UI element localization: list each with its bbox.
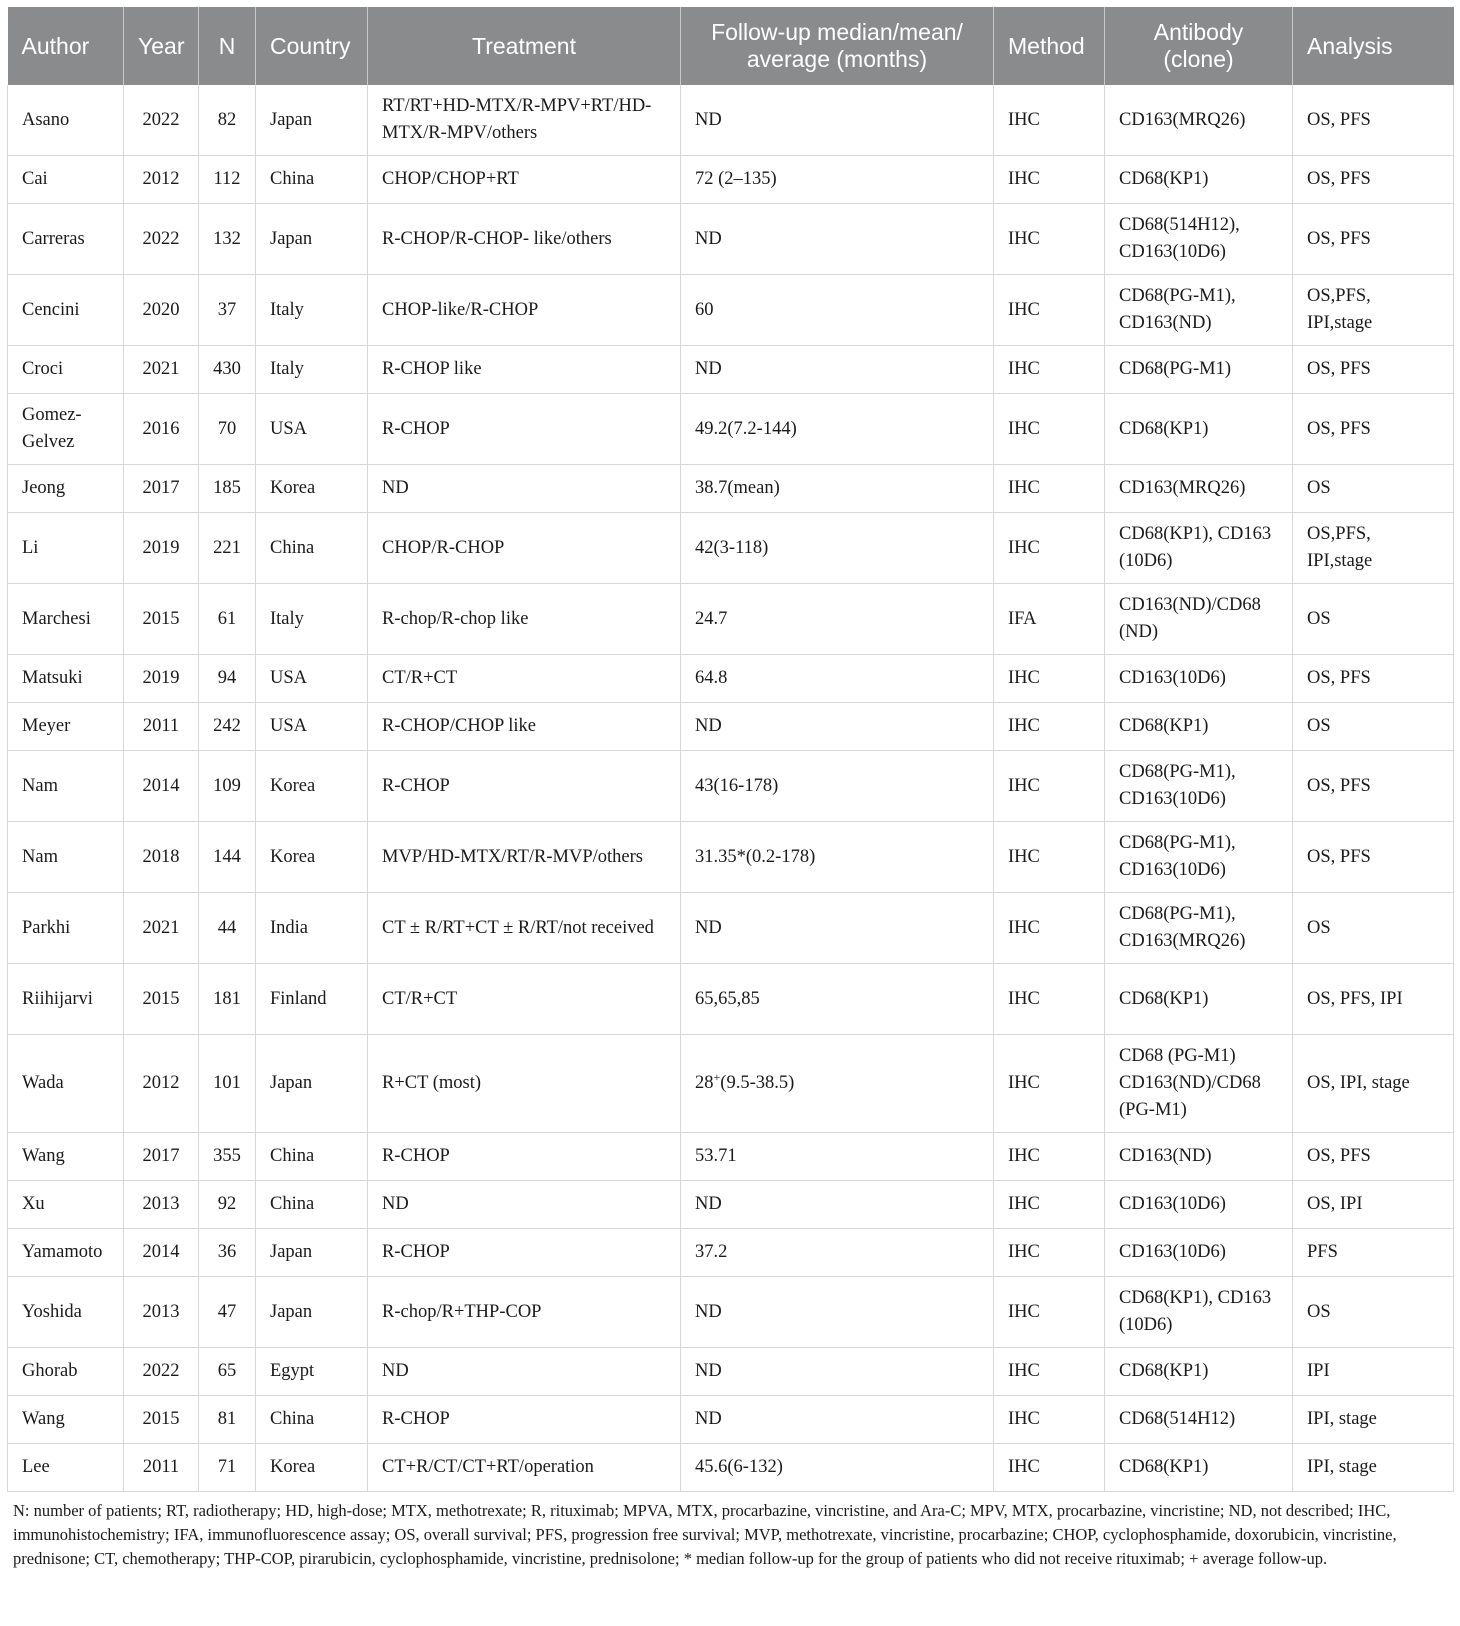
table-row [8, 1277, 1454, 1348]
cell-n: 37 [199, 275, 256, 346]
table-row [8, 204, 1454, 275]
cell-treatment: R-CHOP [368, 394, 681, 465]
cell-antibody: CD68(PG-M1), CD163(ND) [1105, 275, 1293, 346]
cell-analysis: OS, PFS [1293, 655, 1454, 703]
header-country: Country [256, 7, 368, 85]
cell-n: 181 [199, 964, 256, 1035]
cell-country: Korea [256, 751, 368, 822]
cell-author: Lee [8, 1444, 124, 1492]
cell-antibody: CD68(514H12), CD163(10D6) [1105, 204, 1293, 275]
table-row [8, 1181, 1454, 1229]
cell-analysis: OS, PFS, IPI [1293, 964, 1454, 1035]
cell-treatment: R-chop/R-chop like [368, 584, 681, 655]
cell-analysis: OS, PFS [1293, 1133, 1454, 1181]
cell-method: IHC [994, 1277, 1105, 1348]
cell-followup: 64.8 [681, 655, 994, 703]
cell-n: 47 [199, 1277, 256, 1348]
table-row [8, 822, 1454, 893]
cell-followup: 37.2 [681, 1229, 994, 1277]
cell-treatment: R-CHOP [368, 1229, 681, 1277]
cell-n: 65 [199, 1348, 256, 1396]
cell-analysis: OS [1293, 893, 1454, 964]
table-row [8, 1396, 1454, 1444]
cell-analysis: OS,PFS, IPI,stage [1293, 275, 1454, 346]
cell-n: 82 [199, 85, 256, 156]
cell-method: IHC [994, 1181, 1105, 1229]
cell-year: 2014 [124, 1229, 199, 1277]
cell-author: Asano [8, 85, 124, 156]
cell-country: Finland [256, 964, 368, 1035]
cell-author: Wang [8, 1396, 124, 1444]
cell-author: Croci [8, 346, 124, 394]
cell-treatment: ND [368, 465, 681, 513]
cell-method: IHC [994, 1229, 1105, 1277]
header-treatment: Treatment [368, 7, 681, 85]
cell-year: 2015 [124, 964, 199, 1035]
cell-country: China [256, 1181, 368, 1229]
cell-year: 2018 [124, 822, 199, 893]
cell-analysis: OS [1293, 465, 1454, 513]
cell-author: Nam [8, 822, 124, 893]
cell-treatment: CHOP/CHOP+RT [368, 156, 681, 204]
cell-country: USA [256, 655, 368, 703]
table-row [8, 1229, 1454, 1277]
cell-method: IHC [994, 964, 1105, 1035]
cell-antibody: CD163(ND)/CD68 (ND) [1105, 584, 1293, 655]
cell-antibody: CD163(MRQ26) [1105, 465, 1293, 513]
cell-author: Ghorab [8, 1348, 124, 1396]
cell-author: Yamamoto [8, 1229, 124, 1277]
cell-n: 144 [199, 822, 256, 893]
cell-country: USA [256, 703, 368, 751]
cell-author: Xu [8, 1181, 124, 1229]
cell-year: 2022 [124, 204, 199, 275]
header-author: Author [8, 7, 124, 85]
cell-treatment: CT ± R/RT+CT ± R/RT/not received [368, 893, 681, 964]
cell-country: Egypt [256, 1348, 368, 1396]
cell-country: Japan [256, 85, 368, 156]
cell-author: Nam [8, 751, 124, 822]
cell-method: IHC [994, 394, 1105, 465]
cell-author: Cai [8, 156, 124, 204]
cell-year: 2013 [124, 1181, 199, 1229]
cell-analysis: IPI [1293, 1348, 1454, 1396]
cell-antibody: CD163(10D6) [1105, 1229, 1293, 1277]
table-row [8, 85, 1454, 156]
cell-n: 355 [199, 1133, 256, 1181]
cell-method: IHC [994, 513, 1105, 584]
cell-year: 2014 [124, 751, 199, 822]
cell-treatment: R-CHOP [368, 751, 681, 822]
cell-antibody: CD68(KP1) [1105, 1444, 1293, 1492]
cell-followup: ND [681, 204, 994, 275]
cell-antibody: CD68(PG-M1) [1105, 346, 1293, 394]
table-footnote: N: number of patients; RT, radiotherapy; HD, high-dose; MTX, methotrexate; R, rituximab; MPVA, MTX, procarbazine, vincristine, and Ara-C; MPV, MTX, procarbazine, vincristine; ND, not described; IHC, immunohistochemistry; IFA, immunofluorescence assay; OS, overall survival; PFS, progression free survival; MVP, methotrexate, vincristine, procarbazine; CHOP, cyclophosphamide, doxorubicin, vincristine, prednisone; CT, chemotherapy; THP-COP, pirarubicin, cyclophosphamide, vincristine, prednisolone; * median follow-up for the group of patients who did not receive rituximab; + average follow-up. [13, 1501, 1397, 1568]
header-analysis: Analysis [1293, 7, 1454, 85]
cell-method: IHC [994, 346, 1105, 394]
table-row [8, 893, 1454, 964]
cell-method: IHC [994, 275, 1105, 346]
cell-n: 430 [199, 346, 256, 394]
table-row [8, 275, 1454, 346]
cell-n: 109 [199, 751, 256, 822]
cell-analysis: OS, PFS [1293, 394, 1454, 465]
cell-method: IHC [994, 156, 1105, 204]
cell-year: 2020 [124, 275, 199, 346]
cell-method: IHC [994, 1133, 1105, 1181]
header-followup: Follow-up median/mean/ average (months) [681, 7, 994, 85]
cell-method: IHC [994, 655, 1105, 703]
cell-treatment: CHOP/R-CHOP [368, 513, 681, 584]
cell-n: 242 [199, 703, 256, 751]
cell-country: China [256, 156, 368, 204]
cell-antibody: CD68(514H12) [1105, 1396, 1293, 1444]
table-row [8, 346, 1454, 394]
cell-n: 61 [199, 584, 256, 655]
cell-author: Jeong [8, 465, 124, 513]
cell-followup: 49.2(7.2-144) [681, 394, 994, 465]
cell-country: Korea [256, 822, 368, 893]
table-row [8, 1035, 1454, 1133]
cell-method: IHC [994, 751, 1105, 822]
table-row [8, 394, 1454, 465]
cell-country: USA [256, 394, 368, 465]
cell-analysis: IPI, stage [1293, 1396, 1454, 1444]
cell-analysis: OS, IPI, stage [1293, 1035, 1454, 1133]
cell-analysis: OS, PFS [1293, 85, 1454, 156]
cell-treatment: R+CT (most) [368, 1035, 681, 1133]
cell-author: Carreras [8, 204, 124, 275]
cell-followup [681, 1035, 994, 1133]
cell-analysis: OS [1293, 1277, 1454, 1348]
cell-year: 2015 [124, 1396, 199, 1444]
table-body [8, 85, 1454, 1492]
cell-followup: ND [681, 1396, 994, 1444]
cell-year: 2021 [124, 893, 199, 964]
table-row [8, 1133, 1454, 1181]
cell-country: China [256, 1133, 368, 1181]
cell-method: IHC [994, 893, 1105, 964]
cell-followup: 31.35*(0.2-178) [681, 822, 994, 893]
cell-antibody: CD163(MRQ26) [1105, 85, 1293, 156]
cell-method: IHC [994, 1035, 1105, 1133]
cell-n: 44 [199, 893, 256, 964]
cell-followup: 38.7(mean) [681, 465, 994, 513]
cell-treatment: ND [368, 1348, 681, 1396]
cell-n: 112 [199, 156, 256, 204]
cell-followup: ND [681, 893, 994, 964]
cell-author: Gomez-Gelvez [8, 394, 124, 465]
cell-followup: 45.6(6-132) [681, 1444, 994, 1492]
table-row [8, 751, 1454, 822]
cell-country: Japan [256, 1277, 368, 1348]
cell-analysis: OS, PFS [1293, 751, 1454, 822]
cell-analysis: OS [1293, 584, 1454, 655]
cell-treatment: R-CHOP [368, 1396, 681, 1444]
cell-antibody: CD68(PG-M1), CD163(10D6) [1105, 822, 1293, 893]
cell-year: 2019 [124, 513, 199, 584]
cell-country: India [256, 893, 368, 964]
document [7, 7, 1453, 1571]
cell-author: Wada [8, 1035, 124, 1133]
cell-followup: 72 (2–135) [681, 156, 994, 204]
table-row [8, 584, 1454, 655]
cell-country: Japan [256, 204, 368, 275]
cell-author: Matsuki [8, 655, 124, 703]
cell-treatment: R-CHOP like [368, 346, 681, 394]
cell-country: Italy [256, 346, 368, 394]
cell-n: 132 [199, 204, 256, 275]
cell-analysis: OS, PFS [1293, 822, 1454, 893]
cell-year: 2012 [124, 156, 199, 204]
cell-treatment: RT/RT+HD-MTX/R-MPV+RT/HD-MTX/R-MPV/others [368, 85, 681, 156]
cell-n: 185 [199, 465, 256, 513]
cell-author: Marchesi [8, 584, 124, 655]
followup-value: 28 [695, 1073, 714, 1093]
cell-antibody: CD68(KP1) [1105, 1348, 1293, 1396]
cell-country: Japan [256, 1229, 368, 1277]
cell-antibody: CD68(KP1) [1105, 156, 1293, 204]
cell-followup: 65,65,85 [681, 964, 994, 1035]
cell-treatment: CT/R+CT [368, 964, 681, 1035]
cell-author: Riihijarvi [8, 964, 124, 1035]
cell-year: 2011 [124, 703, 199, 751]
followup-range: (9.5-38.5) [720, 1073, 795, 1093]
table-row [8, 513, 1454, 584]
average-marker: + [713, 1069, 721, 1084]
cell-antibody: CD68(KP1) [1105, 394, 1293, 465]
cell-year: 2021 [124, 346, 199, 394]
cell-country: Italy [256, 584, 368, 655]
cell-treatment: R-CHOP [368, 1133, 681, 1181]
cell-analysis: OS, PFS [1293, 204, 1454, 275]
cell-antibody: CD68(KP1) [1105, 703, 1293, 751]
cell-n: 94 [199, 655, 256, 703]
cell-analysis: OS [1293, 703, 1454, 751]
header-method: Method [994, 7, 1105, 85]
cell-analysis: IPI, stage [1293, 1444, 1454, 1492]
cell-antibody: CD163(10D6) [1105, 655, 1293, 703]
cell-analysis: OS, PFS [1293, 156, 1454, 204]
cell-followup: ND [681, 1277, 994, 1348]
cell-n: 101 [199, 1035, 256, 1133]
cell-n: 71 [199, 1444, 256, 1492]
cell-antibody: CD163(10D6) [1105, 1181, 1293, 1229]
cell-year: 2015 [124, 584, 199, 655]
cell-antibody: CD68(PG-M1), CD163(10D6) [1105, 751, 1293, 822]
cell-country: China [256, 513, 368, 584]
cell-treatment: CHOP-like/R-CHOP [368, 275, 681, 346]
cell-antibody: CD68(KP1) [1105, 964, 1293, 1035]
cell-n: 36 [199, 1229, 256, 1277]
cell-author: Li [8, 513, 124, 584]
cell-followup: 24.7 [681, 584, 994, 655]
cell-followup: ND [681, 346, 994, 394]
cell-method: IFA [994, 584, 1105, 655]
table-row [8, 465, 1454, 513]
table-header [8, 7, 1454, 85]
cell-analysis: OS, IPI [1293, 1181, 1454, 1229]
cell-treatment: CT+R/CT/CT+RT/operation [368, 1444, 681, 1492]
cell-method: IHC [994, 1444, 1105, 1492]
cell-author: Wang [8, 1133, 124, 1181]
cell-method: IHC [994, 703, 1105, 751]
cell-year: 2019 [124, 655, 199, 703]
cell-year: 2017 [124, 1133, 199, 1181]
cell-method: IHC [994, 1396, 1105, 1444]
cell-analysis: PFS [1293, 1229, 1454, 1277]
cell-treatment: R-chop/R+THP-COP [368, 1277, 681, 1348]
cell-country: Italy [256, 275, 368, 346]
cell-method: IHC [994, 204, 1105, 275]
header-n: N [199, 7, 256, 85]
table-row [8, 1348, 1454, 1396]
cell-country: Korea [256, 465, 368, 513]
cell-antibody: CD163(ND) [1105, 1133, 1293, 1181]
cell-n: 221 [199, 513, 256, 584]
cell-author: Parkhi [8, 893, 124, 964]
table-row [8, 156, 1454, 204]
cell-antibody: CD68(KP1), CD163 (10D6) [1105, 513, 1293, 584]
cell-year: 2012 [124, 1035, 199, 1133]
cell-n: 81 [199, 1396, 256, 1444]
cell-method: IHC [994, 822, 1105, 893]
cell-followup: ND [681, 1348, 994, 1396]
table-row [8, 964, 1454, 1035]
header-antibody: Antibody (clone) [1105, 7, 1293, 85]
cell-year: 2022 [124, 1348, 199, 1396]
cell-year: 2013 [124, 1277, 199, 1348]
table-row [8, 1444, 1454, 1492]
cell-country: Japan [256, 1035, 368, 1133]
cell-treatment: ND [368, 1181, 681, 1229]
cell-author: Cencini [8, 275, 124, 346]
cell-n: 70 [199, 394, 256, 465]
cell-analysis: OS,PFS, IPI,stage [1293, 513, 1454, 584]
table-row [8, 655, 1454, 703]
cell-year: 2011 [124, 1444, 199, 1492]
cell-country: China [256, 1396, 368, 1444]
cell-followup: 43(16-178) [681, 751, 994, 822]
cell-author: Yoshida [8, 1277, 124, 1348]
cell-followup: 53.71 [681, 1133, 994, 1181]
cell-year: 2017 [124, 465, 199, 513]
studies-table [7, 7, 1454, 1492]
cell-year: 2022 [124, 85, 199, 156]
cell-antibody: CD68(KP1), CD163 (10D6) [1105, 1277, 1293, 1348]
cell-antibody: CD68 (PG-M1) CD163(ND)/CD68 (PG-M1) [1105, 1035, 1293, 1133]
cell-method: IHC [994, 85, 1105, 156]
cell-year: 2016 [124, 394, 199, 465]
cell-n: 92 [199, 1181, 256, 1229]
cell-analysis: OS, PFS [1293, 346, 1454, 394]
cell-followup: ND [681, 85, 994, 156]
cell-author: Meyer [8, 703, 124, 751]
cell-followup: 60 [681, 275, 994, 346]
cell-treatment: MVP/HD-MTX/RT/R-MVP/others [368, 822, 681, 893]
cell-country: Korea [256, 1444, 368, 1492]
cell-treatment: CT/R+CT [368, 655, 681, 703]
cell-followup: 42(3-118) [681, 513, 994, 584]
cell-treatment: R-CHOP/CHOP like [368, 703, 681, 751]
cell-followup: ND [681, 1181, 994, 1229]
cell-followup: ND [681, 703, 994, 751]
cell-treatment: R-CHOP/R-CHOP- like/others [368, 204, 681, 275]
cell-antibody: CD68(PG-M1), CD163(MRQ26) [1105, 893, 1293, 964]
cell-method: IHC [994, 465, 1105, 513]
header-year: Year [124, 7, 199, 85]
cell-method: IHC [994, 1348, 1105, 1396]
table-row [8, 703, 1454, 751]
